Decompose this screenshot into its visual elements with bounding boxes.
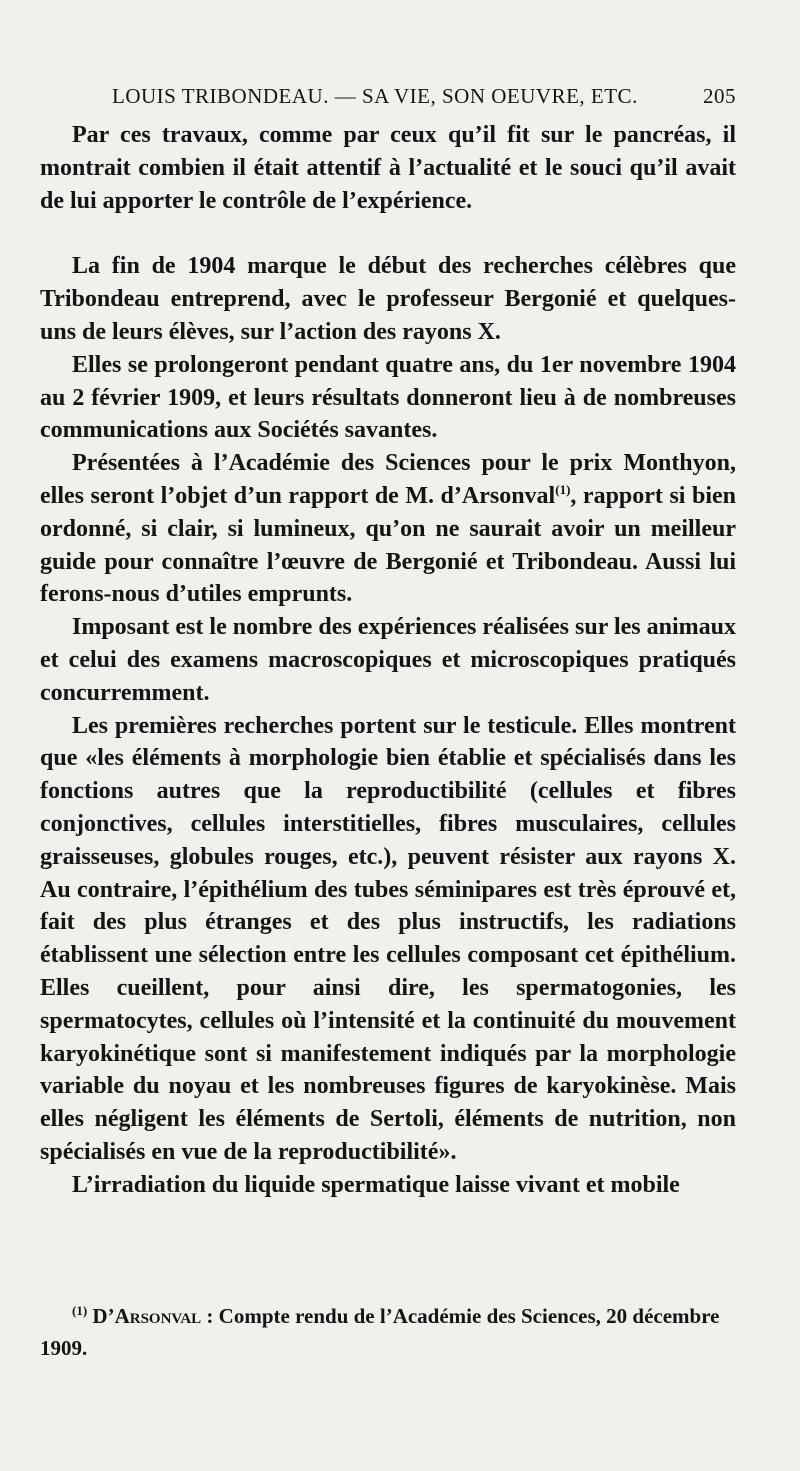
paragraph-text: Présentées à l’Académie des Sciences pour le prix Monthyon, elles seront l’objet d’un rapport de M. d’Arsonval xyxy=(40,450,736,509)
paragraph: Elles se prolongeront pendant quatre ans, du 1er novembre 1904 au 2 février 1909, et leurs résultats donneront lieu à de nombreuses communications aux Sociétés savantes. xyxy=(40,351,736,444)
page-number: 205 xyxy=(703,84,736,108)
footnote-marker: (1) xyxy=(72,1303,88,1318)
footnote xyxy=(40,1300,736,1364)
paragraph: Les premières recherches portent sur le testicule. Elles montrent que «les éléments à morphologie bien établie et spécialisés dans les fonctions autres que la reproductibilité (cellules et fibres conjonctives, cellules interstitielles, fibres musculaires, cellules graisseuses, globules rouges, etc.), peuvent résister aux rayons X. Au contraire, l’épithélium des tubes séminipares est très éprouvé et, fait des plus étranges et des plus instructifs, les radiations établissent une sélection entre les cellules composant cet épithélium. Elles cueillent, pour ainsi dire, les spermatogonies, les spermatocytes, cellules où l’intensité et la continuité du mouvement karyokinétique sont si manifestement indiqués par la morphologie variable du noyau et les nombreuses figures de karyokinèse. Mais elles négligent les éléments de Sertoli, éléments de nutrition, non spécialisés en vue de la reproductibilité». xyxy=(40,712,736,1165)
paragraph-text: , rapport si bien ordonné, si clair, si lumineux, qu’on ne saurait avoir un meilleur guide pour connaître l’œuvre de Bergonié et Tribondeau. Aussi lui ferons-nous d’utiles emprunts. xyxy=(40,482,737,608)
paragraph: Imposant est le nombre des expériences réalisées sur les animaux et celui des examens macroscopiques et microscopiques pratiqués concurremment. xyxy=(40,614,736,706)
paragraph xyxy=(40,447,736,611)
body-text xyxy=(40,119,736,1202)
footnote-author: D’Arsonval xyxy=(92,1304,202,1328)
paragraph: Par ces travaux, comme par ceux qu’il fit sur le pancréas, il montrait combien il était attentif à l’actualité et le souci qu’il avait de lui apporter le contrôle de l’expérience. xyxy=(40,122,736,214)
paragraph: La fin de 1904 marque le début des recherches célèbres que Tribondeau entreprend, avec le professeur Bergonié et quelques-uns de leurs élèves, sur l’action des rayons X. xyxy=(40,253,736,345)
footnote-reference[interactable]: (1) xyxy=(555,481,571,497)
footnote-text: : Compte rendu de l’Académie des Sciences, 20 décembre 1909. xyxy=(40,1304,720,1360)
paragraph: L’irradiation du liquide spermatique laisse vivant et mobile xyxy=(72,1171,680,1198)
running-title: LOUIS TRIBONDEAU. — SA VIE, SON OEUVRE, ETC. xyxy=(112,84,638,108)
running-header xyxy=(40,84,736,109)
